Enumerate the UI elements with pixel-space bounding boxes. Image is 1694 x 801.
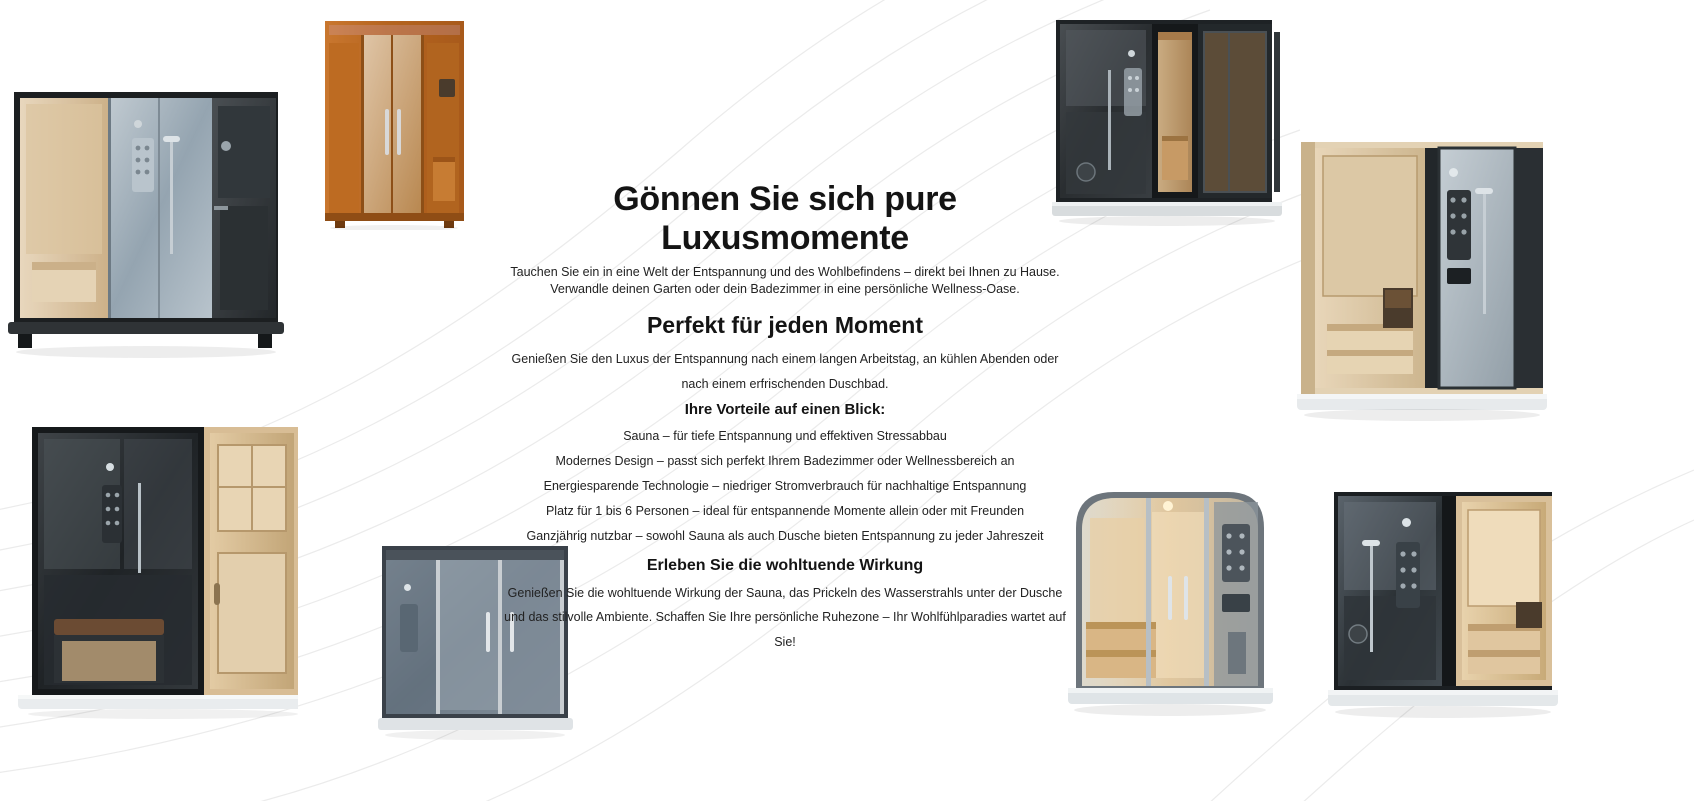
section-heading-perfect-moment: Perfekt für jeden Moment [646, 311, 924, 338]
body-paragraph: Genießen Sie den Luxus der Entspannung nach einem langen Arbeitstag, an kühlen Abenden oder nach einem erfrischenden Duschbad. [511, 351, 1059, 391]
closing-heading: Erleben Sie die wohltuende Wirkung [646, 556, 924, 574]
dark-sauna-with-door-left-icon [18, 423, 298, 719]
black-steam-shower-sauna-top-icon [1052, 12, 1282, 230]
product-image-steam-shower-sauna-combo-right [1328, 484, 1558, 722]
wood-glass-sauna-shower-right-icon [1297, 138, 1547, 423]
product-image-wood-glass-sauna-shower-right [1297, 138, 1547, 423]
product-image-steam-shower-sauna-combo-left [8, 86, 284, 358]
list-item: Ganzjährig nutzbar – sowohl Sauna als auch Dusche bieten Entspannung zu jeder Jahreszeit [526, 528, 1044, 543]
steam-shower-sauna-combo-left-icon [8, 86, 284, 358]
intro-paragraph: Tauchen Sie ein in eine Welt der Entspannung und des Wohlbefindens – direkt bei Ihnen zu Hause. Verwandle deinen Garten oder dein Badezimmer in eine persönliche Wellness-Oase. [510, 265, 1060, 297]
product-image-black-steam-shower-sauna-top [1052, 12, 1282, 230]
round-corner-steam-shower-icon [1068, 482, 1273, 722]
list-item: Modernes Design – passt sich perfekt Ihrem Badezimmer oder Wellnessbereich an [555, 453, 1015, 468]
list-item: Energiesparende Technologie – niedriger Stromverbrauch für nachhaltige Entspannung [543, 478, 1027, 493]
list-item: Sauna – für tiefe Entspannung und effektiven Stressabbau [623, 428, 947, 443]
product-image-wooden-sauna-cabin-top [321, 17, 468, 230]
steam-shower-sauna-combo-right-icon [1328, 484, 1558, 722]
product-image-dark-sauna-with-door-left [18, 423, 298, 719]
closing-paragraph: Genießen Sie die wohltuende Wirkung der Sauna, das Prickeln des Wasserstrahls unter der Dusche und das stilvolle Ambiente. Schaffen Sie Ihre persönliche Ruhezone – Ihr Wohlfühlparadies wartet auf Sie! [504, 585, 1066, 649]
benefits-list [497, 424, 1073, 549]
marketing-copy-section [497, 180, 1073, 654]
product-image-round-corner-steam-shower [1068, 482, 1273, 722]
page-title: Gönnen Sie sich pure Luxusmomente [613, 180, 957, 258]
wooden-sauna-cabin-top-icon [321, 17, 468, 230]
list-item: Platz für 1 bis 6 Personen – ideal für entspannende Momente allein oder mit Freunden [545, 503, 1025, 518]
benefits-heading: Ihre Vorteile auf einen Blick: [684, 400, 886, 418]
